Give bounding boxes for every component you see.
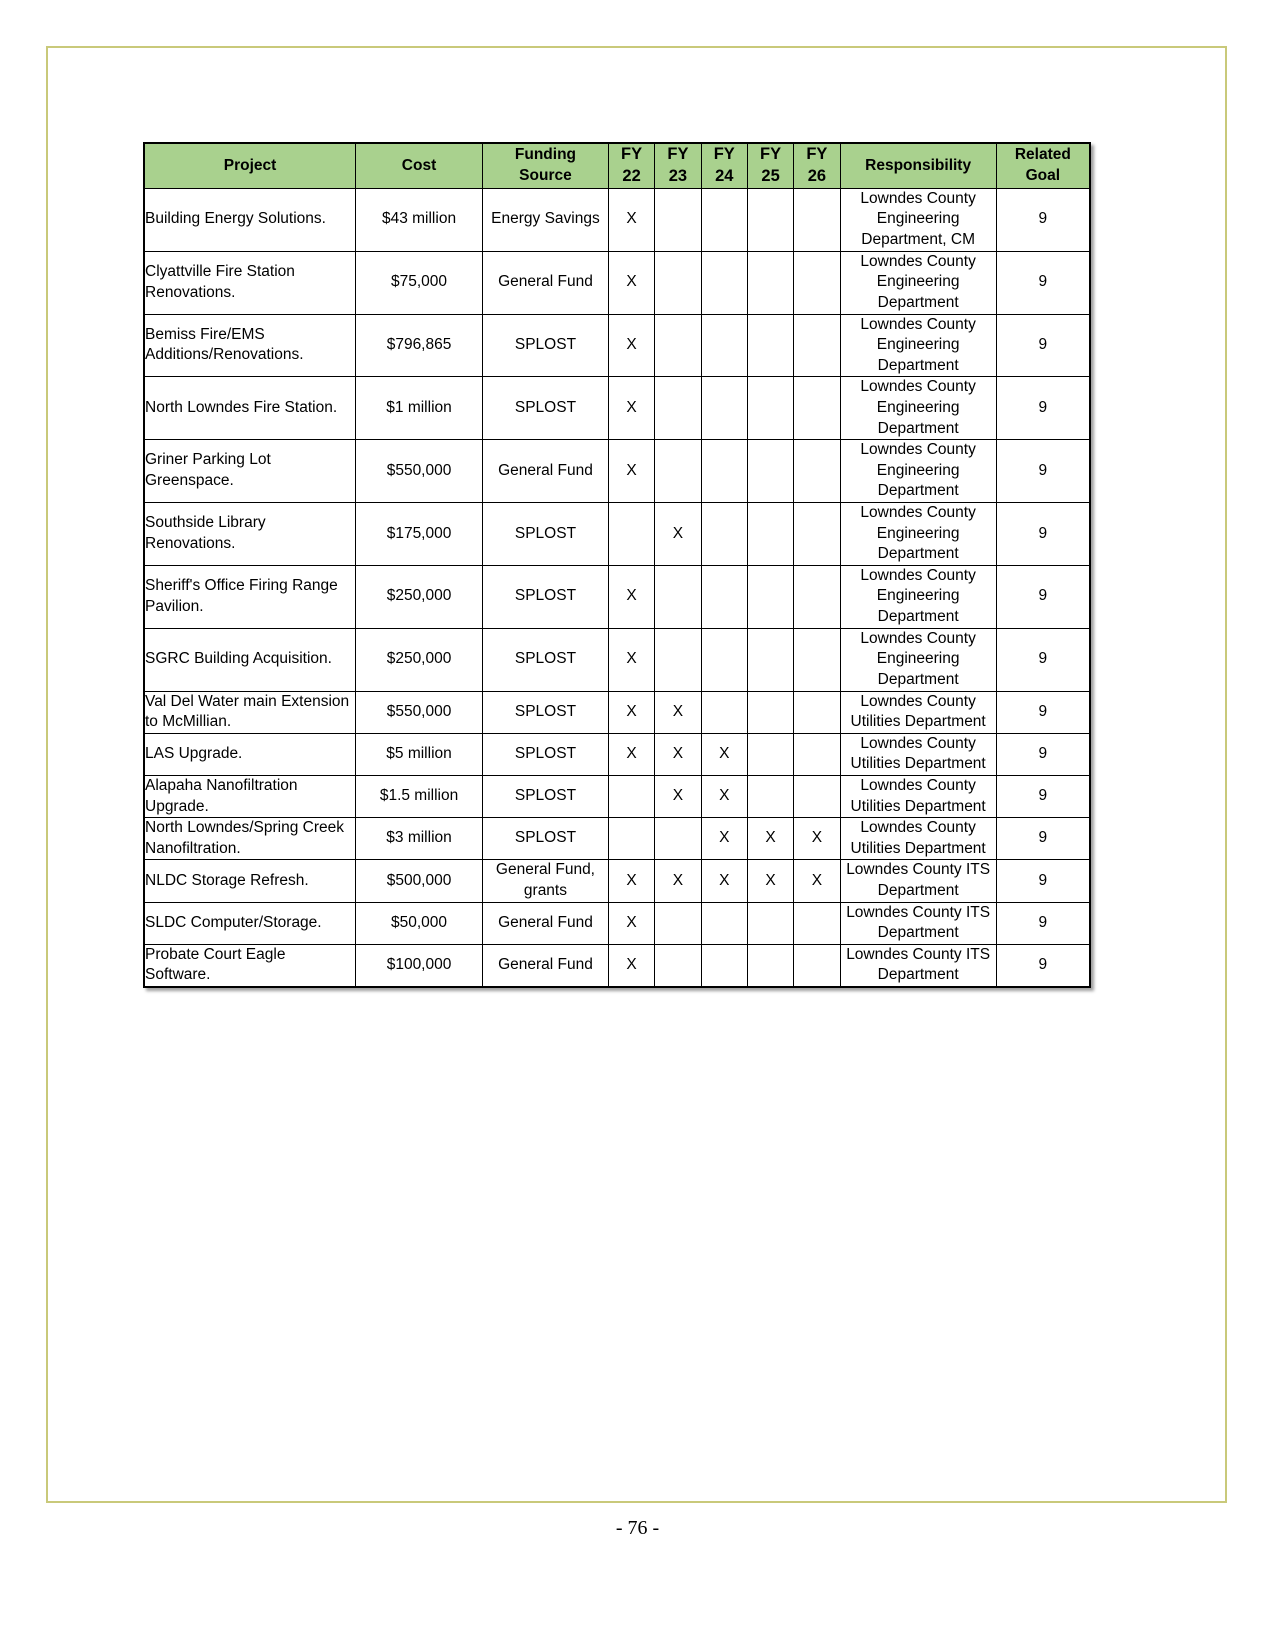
column-header-project [144, 143, 356, 188]
cell-project: North Lowndes Fire Station. [144, 377, 356, 440]
cell-fy22-mark: X [608, 944, 654, 987]
cell-funding-source: General Fund [483, 251, 609, 314]
cell-fy25-mark [747, 251, 793, 314]
cell-fy23-mark [655, 314, 701, 377]
cell-fy25-mark [747, 733, 793, 775]
cell-cost: $550,000 [356, 691, 483, 733]
cell-fy22-mark: X [608, 314, 654, 377]
cell-funding-source: General Fund [483, 902, 609, 944]
cell-fy23-mark: X [655, 775, 701, 817]
cell-cost: $100,000 [356, 944, 483, 987]
cell-cost: $5 million [356, 733, 483, 775]
column-header-funding-source [483, 143, 609, 188]
column-header-cost [356, 143, 483, 188]
cell-cost: $175,000 [356, 503, 483, 566]
cell-fy24-mark: X [701, 775, 747, 817]
cell-fy24-mark [701, 691, 747, 733]
column-header-responsibility-label: Responsibility [865, 156, 972, 174]
cell-project: Bemiss Fire/EMS Additions/Renovations. [144, 314, 356, 377]
cell-related-goal: 9 [996, 860, 1090, 902]
cell-project: North Lowndes/Spring Creek Nanofiltration. [144, 818, 356, 860]
cell-funding-source: SPLOST [483, 818, 609, 860]
cell-fy26-mark [794, 902, 840, 944]
cell-fy26-mark [794, 628, 840, 691]
column-header-funding-source-line1: Funding [514, 146, 577, 164]
cell-project: Probate Court Eagle Software. [144, 944, 356, 987]
cell-cost: $3 million [356, 818, 483, 860]
column-header-fy25-line2: 25 [761, 166, 780, 185]
cell-fy24-mark [701, 565, 747, 628]
column-header-fy22 [608, 143, 654, 188]
table-row [144, 860, 1090, 902]
cell-funding-source: Energy Savings [483, 188, 609, 251]
cell-fy23-mark [655, 902, 701, 944]
column-header-cost-label: Cost [401, 156, 437, 174]
cell-related-goal: 9 [996, 733, 1090, 775]
cell-project: SGRC Building Acquisition. [144, 628, 356, 691]
cell-fy25-mark [747, 377, 793, 440]
cell-fy22-mark [608, 503, 654, 566]
cell-fy24-mark [701, 251, 747, 314]
table-header-row [144, 143, 1090, 188]
cell-related-goal: 9 [996, 314, 1090, 377]
cell-related-goal: 9 [996, 818, 1090, 860]
cell-funding-source: SPLOST [483, 628, 609, 691]
cell-fy25-mark [747, 503, 793, 566]
cell-fy23-mark [655, 944, 701, 987]
cell-related-goal: 9 [996, 503, 1090, 566]
cell-fy26-mark: X [794, 818, 840, 860]
cell-project: Southside Library Renovations. [144, 503, 356, 566]
cell-fy25-mark [747, 902, 793, 944]
cell-responsibility: Lowndes County Utilities Department [840, 818, 996, 860]
column-header-fy24-line2: 24 [715, 166, 734, 185]
cell-fy26-mark [794, 691, 840, 733]
column-header-responsibility [840, 143, 996, 188]
cell-related-goal: 9 [996, 188, 1090, 251]
cell-funding-source: SPLOST [483, 503, 609, 566]
cell-fy26-mark [794, 440, 840, 503]
cell-responsibility: Lowndes County ITS Department [840, 902, 996, 944]
cell-project: NLDC Storage Refresh. [144, 860, 356, 902]
cell-project: Griner Parking Lot Greenspace. [144, 440, 356, 503]
cell-fy23-mark [655, 565, 701, 628]
table-body [144, 188, 1090, 987]
cell-fy24-mark [701, 902, 747, 944]
cell-cost: $550,000 [356, 440, 483, 503]
column-header-fy22-line2: 22 [622, 166, 641, 185]
column-header-fy26-line1: FY [806, 145, 828, 163]
cell-fy26-mark [794, 733, 840, 775]
cell-fy25-mark: X [747, 860, 793, 902]
cell-funding-source: SPLOST [483, 314, 609, 377]
cell-project: SLDC Computer/Storage. [144, 902, 356, 944]
column-header-related-goal [996, 143, 1090, 188]
cell-fy26-mark [794, 188, 840, 251]
cell-funding-source: General Fund [483, 944, 609, 987]
cell-fy24-mark [701, 188, 747, 251]
cell-fy25-mark [747, 944, 793, 987]
cell-responsibility: Lowndes County Engineering Department [840, 251, 996, 314]
table-row [144, 377, 1090, 440]
cell-fy25-mark [747, 775, 793, 817]
cell-fy24-mark: X [701, 733, 747, 775]
cell-fy22-mark: X [608, 902, 654, 944]
cell-fy22-mark [608, 818, 654, 860]
cell-responsibility: Lowndes County Utilities Department [840, 775, 996, 817]
cell-fy23-mark [655, 251, 701, 314]
table-header [144, 143, 1090, 188]
column-header-fy26-line2: 26 [807, 166, 827, 185]
cell-responsibility: Lowndes County Engineering Department [840, 565, 996, 628]
cell-fy25-mark [747, 691, 793, 733]
column-header-fy25-line1: FY [760, 145, 782, 163]
cell-project: Val Del Water main Extension to McMillian. [144, 691, 356, 733]
cell-related-goal: 9 [996, 628, 1090, 691]
cell-fy26-mark [794, 251, 840, 314]
cell-responsibility: Lowndes County ITS Department [840, 944, 996, 987]
cell-responsibility: Lowndes County Engineering Department [840, 377, 996, 440]
cell-fy22-mark: X [608, 565, 654, 628]
cell-project: Clyattville Fire Station Renovations. [144, 251, 356, 314]
cell-related-goal: 9 [996, 944, 1090, 987]
cell-fy24-mark [701, 377, 747, 440]
cell-funding-source: SPLOST [483, 377, 609, 440]
cell-cost: $250,000 [356, 628, 483, 691]
cell-fy22-mark: X [608, 860, 654, 902]
cell-fy26-mark: X [794, 860, 840, 902]
cell-project: Building Energy Solutions. [144, 188, 356, 251]
cell-funding-source: SPLOST [483, 565, 609, 628]
cell-responsibility: Lowndes County Engineering Department [840, 503, 996, 566]
cell-funding-source: General Fund, grants [483, 860, 609, 902]
cell-fy25-mark [747, 628, 793, 691]
cell-responsibility: Lowndes County ITS Department [840, 860, 996, 902]
cell-responsibility: Lowndes County Engineering Department [840, 440, 996, 503]
cell-fy23-mark [655, 818, 701, 860]
table-row [144, 251, 1090, 314]
cell-fy22-mark: X [608, 440, 654, 503]
cell-funding-source: General Fund [483, 440, 609, 503]
table-row [144, 565, 1090, 628]
cell-responsibility: Lowndes County Engineering Department [840, 628, 996, 691]
cell-cost: $500,000 [356, 860, 483, 902]
column-header-fy22-line1: FY [621, 145, 643, 163]
cell-related-goal: 9 [996, 565, 1090, 628]
cell-fy24-mark: X [701, 818, 747, 860]
cell-fy22-mark: X [608, 628, 654, 691]
cell-related-goal: 9 [996, 902, 1090, 944]
cell-fy22-mark: X [608, 251, 654, 314]
cell-fy23-mark: X [655, 733, 701, 775]
cell-fy24-mark [701, 628, 747, 691]
cell-fy23-mark: X [655, 860, 701, 902]
table-row [144, 818, 1090, 860]
column-header-fy24-line1: FY [713, 145, 735, 163]
cell-fy25-mark [747, 440, 793, 503]
cell-cost: $1 million [356, 377, 483, 440]
table-row [144, 733, 1090, 775]
cell-fy26-mark [794, 775, 840, 817]
cell-fy26-mark [794, 944, 840, 987]
capital-improvements-table-container [143, 142, 1091, 988]
cell-fy24-mark [701, 944, 747, 987]
cell-project: LAS Upgrade. [144, 733, 356, 775]
cell-cost: $75,000 [356, 251, 483, 314]
table-row [144, 628, 1090, 691]
cell-fy22-mark [608, 775, 654, 817]
cell-responsibility: Lowndes County Utilities Department [840, 691, 996, 733]
column-header-related-goal-line2: Goal [1025, 166, 1061, 184]
table-row [144, 440, 1090, 503]
cell-fy23-mark: X [655, 503, 701, 566]
table-row [144, 314, 1090, 377]
column-header-project-label: Project [223, 156, 277, 174]
cell-fy23-mark: X [655, 691, 701, 733]
column-header-funding-source-line2: Source [519, 166, 572, 184]
cell-cost: $1.5 million [356, 775, 483, 817]
cell-fy25-mark [747, 188, 793, 251]
cell-fy23-mark [655, 440, 701, 503]
table-row [144, 775, 1090, 817]
cell-related-goal: 9 [996, 775, 1090, 817]
cell-fy26-mark [794, 503, 840, 566]
cell-funding-source: SPLOST [483, 733, 609, 775]
cell-fy22-mark: X [608, 691, 654, 733]
cell-responsibility: Lowndes County Engineering Department [840, 314, 996, 377]
column-header-fy23-line1: FY [667, 145, 689, 163]
table-row [144, 188, 1090, 251]
cell-fy24-mark [701, 314, 747, 377]
cell-fy26-mark [794, 565, 840, 628]
cell-project: Alapaha Nanofiltration Upgrade. [144, 775, 356, 817]
table-row [144, 902, 1090, 944]
cell-fy23-mark [655, 188, 701, 251]
column-header-fy25 [747, 143, 793, 188]
page-number: - 76 - [615, 1517, 660, 1539]
cell-fy23-mark [655, 377, 701, 440]
column-header-fy24 [701, 143, 747, 188]
cell-fy23-mark [655, 628, 701, 691]
cell-cost: $50,000 [356, 902, 483, 944]
column-header-fy26 [794, 143, 840, 188]
cell-fy25-mark [747, 565, 793, 628]
cell-fy24-mark [701, 503, 747, 566]
cell-fy26-mark [794, 377, 840, 440]
column-header-related-goal-line1: Related [1014, 146, 1071, 164]
cell-funding-source: SPLOST [483, 775, 609, 817]
cell-fy22-mark: X [608, 188, 654, 251]
table-row [144, 691, 1090, 733]
cell-project: Sheriff's Office Firing Range Pavilion. [144, 565, 356, 628]
column-header-fy23-line2: 23 [668, 166, 688, 185]
cell-fy25-mark [747, 314, 793, 377]
cell-responsibility: Lowndes County Engineering Department, CM [840, 188, 996, 251]
capital-improvements-table [143, 142, 1091, 988]
cell-fy25-mark: X [747, 818, 793, 860]
cell-related-goal: 9 [996, 377, 1090, 440]
cell-cost: $43 million [356, 188, 483, 251]
cell-cost: $250,000 [356, 565, 483, 628]
table-row [144, 503, 1090, 566]
cell-related-goal: 9 [996, 440, 1090, 503]
cell-fy22-mark: X [608, 377, 654, 440]
cell-fy24-mark: X [701, 860, 747, 902]
cell-funding-source: SPLOST [483, 691, 609, 733]
cell-related-goal: 9 [996, 691, 1090, 733]
cell-responsibility: Lowndes County Utilities Department [840, 733, 996, 775]
cell-fy26-mark [794, 314, 840, 377]
table-row [144, 944, 1090, 987]
cell-cost: $796,865 [356, 314, 483, 377]
column-header-fy23 [655, 143, 701, 188]
cell-related-goal: 9 [996, 251, 1090, 314]
cell-fy22-mark: X [608, 733, 654, 775]
cell-fy24-mark [701, 440, 747, 503]
